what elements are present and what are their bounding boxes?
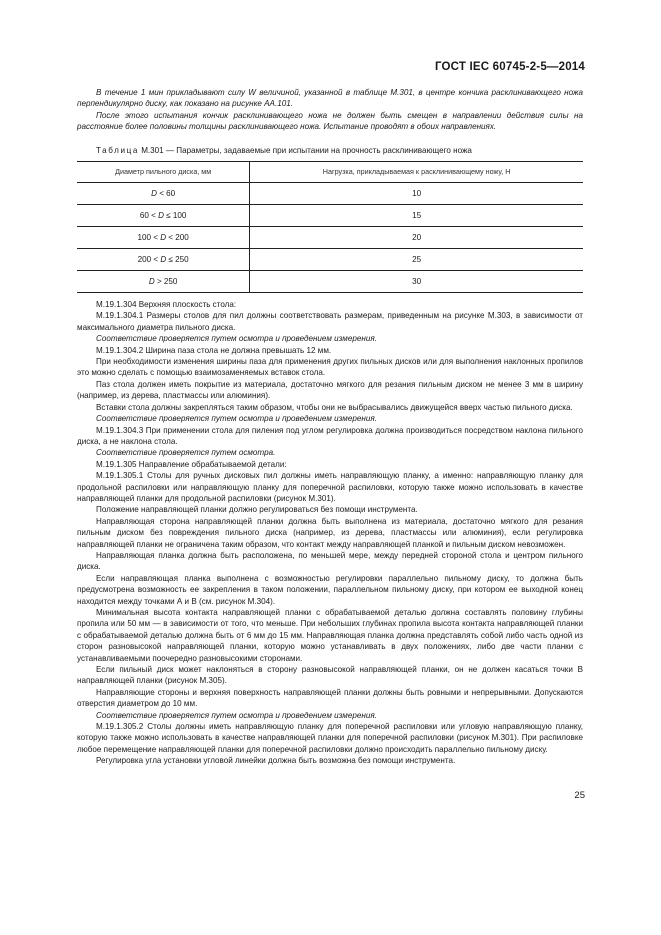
table-row bbox=[77, 227, 583, 249]
table-caption-text: М.301 — Параметры, задаваемые при испытании на прочность расклинивающего ножа bbox=[141, 145, 472, 155]
table-cell-range: 100 < D < 200 bbox=[77, 227, 250, 249]
parameters-table bbox=[77, 161, 583, 293]
table-cell-range: 200 < D ≤ 250 bbox=[77, 249, 250, 271]
document-body bbox=[77, 87, 583, 767]
compliance-note: Соответствие проверяется путем осмотра и проведением измерения. bbox=[96, 334, 377, 344]
body-paragraph: Если пильный диск может наклоняться в сторону разновысокой направляющей планки, он не должен касаться точки В направляющей планки (рисунок М.305). bbox=[77, 665, 583, 686]
body-paragraph: М.19.1.304.3 При применении стола для пиления под углом регулировка должна производиться посредством наклона пильного диска, а не наклона стола. bbox=[77, 425, 583, 446]
intro-paragraph-2: После этого испытания кончик расклинивающего ножа не должен быть смещен в направлении действия силы на расстояние более половины толщины расклинивающего ножа. Испытание проводят в обоих направлениях. bbox=[77, 110, 583, 132]
column-header-diameter: Диаметр пильного диска, мм bbox=[77, 162, 250, 183]
table-cell-range: D < 60 bbox=[77, 183, 250, 205]
table-caption bbox=[77, 145, 583, 156]
body-paragraph: М.19.1.304.2 Ширина паза стола не должна превышать 12 мм. bbox=[96, 345, 332, 355]
body-paragraph: При необходимости изменения ширины паза для применения других пильных дисков или для выполнения наклонных пропилов это можно сделать с помощью взаимозаменяемых вставок стола. bbox=[77, 357, 583, 378]
variable-d: D bbox=[160, 254, 167, 264]
body-paragraph: Если направляющая планка выполнена с возможностью регулировки параллельно пильному диску, то должна быть предусмотрена возможность ее закрепления в таком положении, параллельном пильному диску, при котором ее выходной конец находится между точками А и В (см. рисунок М.304). bbox=[77, 573, 583, 606]
document-code-header: ГОСТ IEC 60745-2-5—2014 bbox=[434, 61, 585, 73]
body-paragraph: Направляющие стороны и верхняя поверхность направляющей планки должны быть ровными и непрерывными. Допускаются отверстия диаметром до 10 мм. bbox=[77, 687, 583, 709]
table-cell-range: 60 < D ≤ 100 bbox=[77, 205, 250, 227]
variable-d: D bbox=[160, 232, 167, 242]
variable-d: D bbox=[148, 276, 155, 286]
table-cell-load: 10 bbox=[250, 183, 583, 205]
clause-heading: М.19.1.305 Направление обрабатываемой детали: bbox=[96, 459, 287, 469]
body-paragraph: Регулировка угла установки угловой линейки должна быть возможна без помощи инструмента. bbox=[96, 756, 456, 766]
body-paragraph: М.19.1.305.1 Столы для ручных дисковых пил должны иметь направляющую планку, а именно: направляющую планку для продольной распиловки или направляющую планку для поперечной распиловки, которую также можно использовать в качестве направляющей планки для продольной распиловки (рисунок М.301). bbox=[77, 471, 583, 503]
table-cell-load: 30 bbox=[250, 271, 583, 293]
body-paragraph: Паз стола должен иметь покрытие из материала, достаточно мягкого для резания пильным диском не менее 3 мм в ширину (например, из дерева, пластмассы или алюминия). bbox=[77, 379, 583, 401]
table-row bbox=[77, 271, 583, 293]
table-cell-load: 15 bbox=[250, 205, 583, 227]
body-paragraph: М.19.1.305.2 Столы должны иметь направляющую планку для поперечной распиловки или угловую направляющую планку, которую также можно использовать в качестве направляющей планки для поперечной распиловки (рисунок М.301). При распиловке любое перемещение направляющей планки для поперечной распиловки должно происходить параллельно пильному диску. bbox=[77, 722, 583, 754]
table-row bbox=[77, 183, 583, 205]
table-header-row bbox=[77, 162, 583, 183]
page-number: 25 bbox=[574, 790, 585, 801]
table-row bbox=[77, 249, 583, 271]
table-cell-load: 20 bbox=[250, 227, 583, 249]
body-paragraph: Положение направляющей планки должно регулироваться без помощи инструмента. bbox=[96, 505, 418, 515]
body-paragraph: Направляющая сторона направляющей планки должна быть выполнена из материала, достаточно мягкого для резания пильным диском без повреждения пильного диска (например, из дерева, пластмассы или алюминия), если регулировка направляющей планки не ограничена таким образом, что контакт между направляющей планкой и пильным диском невозможен. bbox=[77, 516, 583, 549]
table-caption-prefix: Таблица bbox=[96, 145, 139, 155]
compliance-note: Соответствие проверяется путем осмотра и проведением измерения. bbox=[96, 710, 377, 720]
body-paragraph: Вставки стола должны закрепляться таким образом, чтобы они не выбрасывались движущейся вверх частью пильного диска. bbox=[96, 402, 573, 412]
variable-d: D bbox=[158, 210, 164, 220]
clause-heading: М.19.1.304 Верхняя плоскость стола: bbox=[96, 300, 237, 310]
body-paragraph: Минимальная высота контакта направляющей планки с обрабатываемой деталью должна составлять половину глубины пропила или 50 мм — в зависимости от того, что меньше. При небольших глубинах пропила высота контакта направляющей планки с обрабатываемой деталью должна быть от 6 мм до 15 мм. Направляющая планка должна представлять собой либо часть одной из сторон разновысокой направляющей планки, которую можно устанавливать в двух положениях, либо две части планки с устанавливаемыми поочередно разновысокими сторонами. bbox=[77, 608, 583, 663]
compliance-note: Соответствие проверяется путем осмотра. bbox=[96, 448, 276, 458]
body-paragraph: Направляющая планка должна быть расположена, по меньшей мере, между передней стороной стола и центром пильного диска. bbox=[77, 550, 583, 572]
table-cell-range: D > 250 bbox=[77, 271, 250, 293]
table-row bbox=[77, 205, 583, 227]
body-paragraph: М.19.1.304.1 Размеры столов для пил должны соответствовать размерам, приведенным на рисунке М.303, в зависимости от максимального диаметра пильного диска. bbox=[77, 311, 583, 332]
variable-d: D bbox=[151, 188, 157, 198]
intro-paragraph-1: В течение 1 мин прикладывают силу W величиной, указанной в таблице М.301, в центре кончика расклинивающего ножа перпендикулярно диску, как показано на рисунке АА.101. bbox=[77, 88, 583, 109]
table-cell-load: 25 bbox=[250, 249, 583, 271]
column-header-load: Нагрузка, прикладываемая к расклинивающему ножу, Н bbox=[250, 162, 583, 183]
compliance-note: Соответствие проверяется путем осмотра и проведением измерения. bbox=[96, 414, 377, 424]
